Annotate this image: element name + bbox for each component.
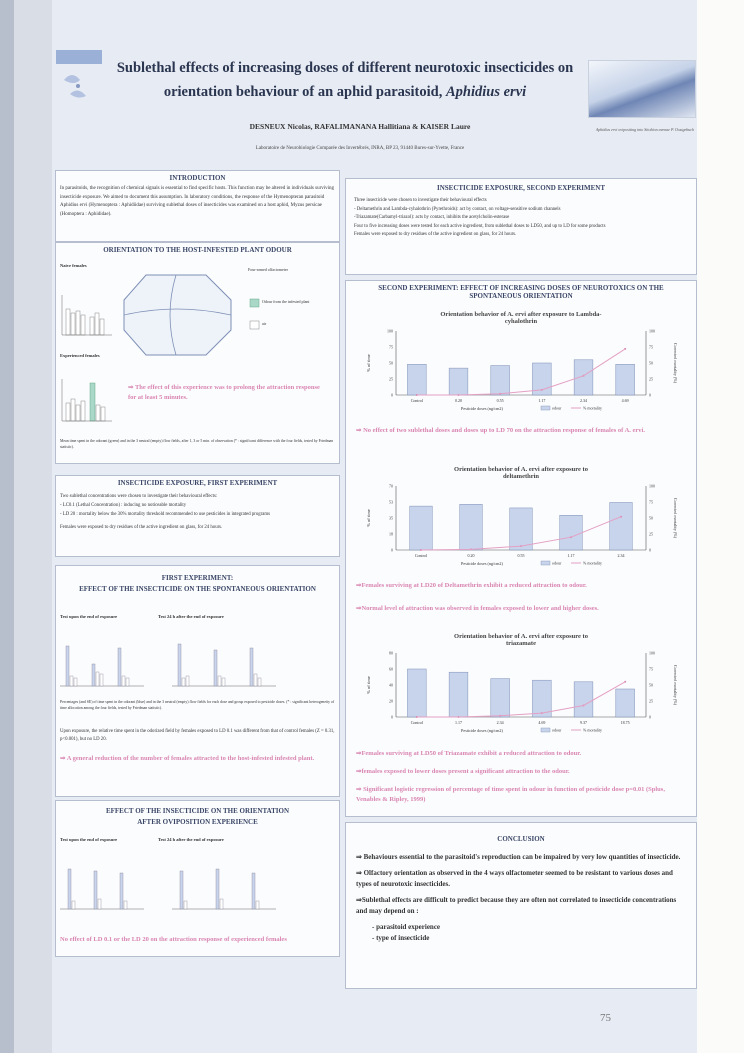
- conclusion-list: [346, 846, 696, 950]
- y2-tick-label: 100: [649, 483, 655, 489]
- second-experiment-box: [345, 280, 697, 817]
- tria-result-1: ⇒Females surviving at LD50 of Triazamate exhibit a reduced attraction to odour.: [356, 750, 582, 757]
- chart-tria-plot: [356, 647, 686, 747]
- title-line-2: [110, 80, 580, 104]
- y-tick-label: 75: [389, 344, 393, 350]
- x-tick-label: 0.20: [455, 398, 462, 403]
- y-tick-label: 35: [389, 515, 393, 521]
- conclusion-3: ⇒Sublethal effects are difficult to predict because they are often not correlated to insecticide concentrations and may depend on :: [356, 896, 677, 915]
- y-tick-label: 80: [389, 650, 393, 656]
- first-experiment-bars: [56, 626, 339, 696]
- y2-tick-label: 100: [649, 650, 655, 656]
- bar-odour: [616, 364, 635, 395]
- y2-axis-label: Corrected mortality (%): [673, 664, 678, 706]
- mortality-line: [417, 349, 625, 395]
- x-tick-label: 0.55: [496, 398, 504, 403]
- first-experiment-subtitle: EFFECT OF THE INSECTICIDE ON THE SPONTANEOUS ORIENTATION: [79, 585, 316, 593]
- title-species: Aphidius ervi: [445, 84, 527, 100]
- second-exposure-title: INSECTICIDE EXPOSURE, SECOND EXPERIMENT: [436, 184, 606, 192]
- conclusion-4: - parasitoid experience: [372, 923, 441, 931]
- x-tick-label: Control: [410, 398, 423, 403]
- legend-mortality-label: % mortality: [583, 727, 602, 733]
- x-tick-label: 1.17: [455, 720, 462, 725]
- experienced-bars: [62, 379, 112, 421]
- mortality-line: [417, 682, 625, 717]
- title-line-2-text: orientation behaviour of an aphid parasitoid,: [163, 84, 446, 100]
- chart-lambda-title: [356, 311, 686, 325]
- bar-odour: [574, 360, 593, 395]
- introduction-box: [55, 170, 340, 242]
- y-tick-label: 25: [389, 376, 393, 382]
- y-tick-label: 53: [389, 499, 393, 505]
- legend-odour-swatch: [250, 299, 259, 307]
- legend-flow-text: Four-armed olfactometer: [248, 267, 289, 272]
- y2-tick-label: 50: [649, 360, 653, 366]
- chart-delta-title: [356, 466, 686, 480]
- naive-females-label: Naive females: [60, 263, 87, 268]
- y2-tick-label: 50: [649, 682, 653, 688]
- delta-result-1: ⇒Females surviving at LD20 of Deltamethrin exhibit a reduced attraction to odour.: [356, 582, 587, 589]
- legend-odour-swatch: [541, 406, 550, 410]
- y2-tick-label: 25: [649, 531, 653, 537]
- first-experiment-box: [55, 565, 340, 797]
- y-tick-label: 70: [389, 483, 393, 489]
- page-right-margin: [697, 0, 744, 1053]
- x-tick-label: 18.75: [620, 720, 630, 725]
- bar-odour: [491, 679, 510, 717]
- test-upon-label: Test upon the end of exposure: [60, 614, 118, 619]
- bar-odour: [510, 508, 533, 550]
- ovi-test-24h-label: Test 24 h after the end of exposure: [158, 837, 224, 842]
- legend-odour-label: odour: [552, 560, 562, 566]
- oviposition-result: No effect of LD 0.1 or the LD 20 on the attraction response of experienced females: [60, 936, 287, 943]
- bar-odour: [491, 366, 510, 395]
- chart-lambda-plot: [356, 325, 686, 425]
- x-tick-label: Control: [410, 720, 423, 725]
- inra-logo-icon: [56, 50, 102, 110]
- bar-odour: [449, 368, 468, 395]
- chart-delta-title-1: Orientation behavior of A. ervi after exposure to: [454, 466, 588, 473]
- oviposition-bars: [56, 849, 339, 919]
- x-tick-label: 1.17: [567, 553, 575, 558]
- oviposition-subtitle: AFTER OVIPOSITION EXPERIENCE: [137, 818, 258, 826]
- bar-odour: [410, 506, 433, 550]
- first-experiment-text: Upon exposure, the relative time spent in the odorized field by females exposed to LD 0.1 was different from that of control females (Z = 0.31, p<0.001), but no LD 20.: [60, 729, 335, 742]
- x-tick-label: Control: [414, 553, 428, 558]
- orientation-box: [55, 242, 340, 464]
- x-tick-label: 4.69: [538, 720, 546, 725]
- x-axis-label: Pesticide doses (ng/cm2): [461, 728, 503, 733]
- chart-delta-title-2: deltamethrin: [502, 473, 540, 480]
- legend-odour-label: odour: [552, 405, 562, 411]
- first-exposure-line-4: Females were exposed to dry residues of the active ingredient on glass, for 24 hours.: [60, 525, 223, 530]
- first-exposure-line-3: - LD 20 : mortality below the 30% mortality threshold recommended to use pesticides in integrated programs: [60, 512, 270, 517]
- conclusion-5: - type of insecticide: [372, 934, 430, 942]
- chart-lambda-title-1: Orientation behavior of A. ervi after exposure to Lambda-: [440, 311, 602, 318]
- chart-delta-plot: [356, 480, 686, 580]
- y-tick-label: 50: [389, 360, 393, 366]
- y-tick-label: 0: [391, 392, 393, 398]
- x-tick-label: 2.34: [580, 398, 587, 403]
- first-exposure-title: INSECTICIDE EXPOSURE, FIRST EXPERIMENT: [117, 479, 278, 487]
- second-exposure-line-2: - Deltamethrin and Lambda-cyhalothrin (Pyrethroids): act by contact, on voltage-sensitive sodium channels: [354, 206, 561, 212]
- legend-air-swatch: [250, 321, 259, 329]
- second-exposure-line-5: Females were exposed to dry residues of the active ingredient on glass, for 24 hours.: [354, 232, 517, 237]
- x-axis-label: Pesticide doses (ng/cm2): [461, 561, 503, 566]
- conclusion-2: ⇒ Olfactory orientation as observed in the 4 ways olfactometer seemed to be resistant to various doses and types of neurotoxic insecticides.: [356, 869, 673, 888]
- poster-title: [110, 56, 580, 104]
- y2-tick-label: 75: [649, 666, 653, 672]
- x-tick-label: 0.55: [517, 553, 525, 558]
- y-tick-label: 0: [391, 714, 393, 720]
- bar-odour: [449, 672, 468, 717]
- x-tick-label: 2.34: [496, 720, 504, 725]
- bar-odour: [407, 364, 426, 395]
- y-tick-label: 40: [389, 682, 393, 688]
- introduction-title: INTRODUCTION: [169, 174, 226, 182]
- bar-odour: [574, 682, 593, 717]
- first-experiment-note: Percentages (and SE) of time spent in the odorant (blue) and in the 3 neutral (empty) flow fields for each dose and group exposed to pesticide doses. (* : significant heterogeneity of time allocation among the four fields, tested by Friedman statistic).: [60, 700, 335, 710]
- conclusion-title: CONCLUSION: [497, 835, 545, 843]
- introduction-text: In parasitoids, the recognition of chemical signals is essential to find specific hosts. This function may be altered in individuals surviving insecticide exposure. We aimed to document this assumption. In laboratory conditions, the response of the Hymenopteran parasitoid Aphidius ervi (Hymenoptera : Aphidiidae) surviving sublethal doses of insecticides was examined on a host aphid, Myzus persicae (Homoptera : Aphididae).: [60, 186, 335, 217]
- page-number: 75: [600, 1012, 611, 1024]
- lambda-result: ⇒ No effect of two sublethal doses and doses up to LD 70 on the attraction response of females of A. ervi.: [356, 427, 645, 434]
- y2-tick-label: 25: [649, 376, 653, 382]
- bar-odour: [407, 669, 426, 717]
- first-exposure-line-2: - LC0.1 (Lethal Concentration) : inducing no noticeable mortality: [60, 503, 187, 508]
- chart-lambda: [356, 311, 686, 430]
- legend-odour-label: odour: [552, 727, 562, 733]
- y-axis-label: % of time: [366, 676, 371, 694]
- y2-tick-label: 75: [649, 344, 653, 350]
- y2-tick-label: 0: [649, 392, 651, 398]
- y-tick-label: 18: [389, 531, 393, 537]
- x-axis-label: Pesticide doses (ng/cm2): [461, 406, 503, 411]
- x-tick-label: 1.17: [538, 398, 546, 403]
- first-exposure-line-1: Two sublethal concentrations were chosen to investigate their behavioural effects:: [60, 494, 218, 499]
- second-exposure-line-4: Four to five increasing doses were tested for each active ingredient, from sublethal doses to LD50, and up to LD for some products: [354, 223, 606, 229]
- photo-caption: Aphidius ervi ovipositing into Sitobion avenae P. Oostgebuch: [595, 127, 694, 132]
- orientation-note: Mean time spent in the odorant (green) and in the 3 neutral (empty) flow fields, after 1, 3 or 5 min. of observation (* : significant difference with the four fields, tested by Friedman statistic).: [60, 439, 334, 449]
- y2-tick-label: 0: [649, 547, 651, 553]
- first-exposure-text: [56, 490, 339, 534]
- y-tick-label: 0: [391, 547, 393, 553]
- second-exposure-line-3: -Triazamate(Carbamyl-triazol): acts by contact, inhibits the acetylcholin-esterase: [354, 215, 510, 220]
- second-exposure-line-1: Three insecticide were chosen to investigate their behavioural effects: [354, 198, 487, 203]
- chart-delta: [356, 466, 686, 585]
- tria-result-3: ⇒ Significant logistic regression of percentage of time spent in odour in function of pesticide dose p=0.01 (Splus, Venables & Ripley, 1999): [356, 786, 665, 803]
- y2-tick-label: 0: [649, 714, 651, 720]
- chart-tria-title: [356, 633, 686, 647]
- x-tick-label: 4.69: [621, 398, 629, 403]
- experienced-females-label: Experienced females: [60, 353, 100, 358]
- page-binding-shadow: [0, 0, 14, 1053]
- conclusion-box: [345, 822, 697, 989]
- orientation-result: ⇒ The effect of this experience was to prolong the attraction response for at least 5 minutes.: [128, 384, 320, 401]
- y2-tick-label: 25: [649, 698, 653, 704]
- delta-result-2: ⇒Normal level of attraction was observed in females exposed to lower and higher doses.: [356, 605, 599, 612]
- legend-odour-swatch: [541, 728, 550, 732]
- y-axis-label: % of time: [366, 354, 371, 372]
- legend-mortality-label: % mortality: [583, 405, 602, 411]
- bar-odour: [610, 502, 633, 550]
- bar-odour: [560, 515, 583, 550]
- bar-odour: [460, 504, 483, 550]
- legend-odour-swatch: [541, 561, 550, 565]
- y2-tick-label: 100: [649, 328, 655, 334]
- olfactometer-diagram: [124, 275, 231, 355]
- y-axis-label: % of time: [366, 509, 371, 527]
- y2-tick-label: 75: [649, 499, 653, 505]
- legend-odour-text: Odour from the infested plant: [262, 299, 310, 304]
- first-exposure-box: [55, 475, 340, 557]
- chart-tria-title-1: Orientation behavior of A. ervi after exposure to: [454, 633, 588, 640]
- parasitoid-photo: [588, 60, 696, 118]
- poster-authors: DESNEUX Nicolas, RAFALIMANANA Hallitiana & KAISER Laure: [249, 122, 471, 131]
- x-tick-label: 0.20: [467, 553, 475, 558]
- y-tick-label: 20: [389, 698, 393, 704]
- chart-tria: [356, 633, 686, 752]
- tria-result-2: ⇒females exposed to lower doses present a significant attraction to the odour.: [356, 768, 570, 775]
- second-exposure-text: [346, 195, 696, 242]
- bar-odour: [616, 689, 635, 717]
- oviposition-title: EFFECT OF THE INSECTICIDE ON THE ORIENTATION: [105, 807, 290, 815]
- x-tick-label: 9.37: [580, 720, 587, 725]
- first-experiment-title: FIRST EXPERIMENT:: [161, 574, 234, 582]
- y2-axis-label: Corrected mortality (%): [673, 342, 678, 384]
- y-tick-label: 100: [387, 328, 393, 334]
- title-line-1: Sublethal effects of increasing doses of different neurotoxic insecticides on: [116, 60, 574, 76]
- orientation-title: ORIENTATION TO THE HOST-INFESTED PLANT ODOUR: [103, 246, 292, 254]
- conclusion-1: ⇒ Behaviours essential to the parasitoid's reproduction can be impaired by very low quantities of insecticide.: [356, 853, 681, 861]
- naive-bars: [62, 295, 112, 335]
- oviposition-box: [55, 800, 340, 957]
- y2-axis-label: Corrected mortality (%): [673, 497, 678, 539]
- test-24h-label: Test 24 h after the end of exposure: [158, 614, 224, 619]
- first-experiment-result: ⇒ A general reduction of the number of females attracted to the host-infested infested plant.: [60, 755, 315, 762]
- chart-tria-title-2: triazamate: [506, 640, 536, 647]
- ovi-test-upon-label: Test upon the end of exposure: [60, 837, 118, 842]
- legend-mortality-label: % mortality: [583, 560, 602, 566]
- second-exposure-box: [345, 178, 697, 275]
- second-experiment-title: SECOND EXPERIMENT: EFFECT OF INCREASING DOSES OF NEUROTOXICS ON THE SPONTANEOUS ORIENTATION: [378, 284, 664, 300]
- y2-tick-label: 50: [649, 515, 653, 521]
- x-tick-label: 2.34: [617, 553, 625, 558]
- y-tick-label: 60: [389, 666, 393, 672]
- legend-air-text: air: [262, 321, 267, 326]
- chart-lambda-title-2: cyhalothrin: [504, 318, 538, 325]
- poster-affiliation: Laboratoire de Neurobiologie Comparée des Invertébrés, INRA, BP 23, 91440 Bures-sur-Yvette, France: [255, 146, 465, 151]
